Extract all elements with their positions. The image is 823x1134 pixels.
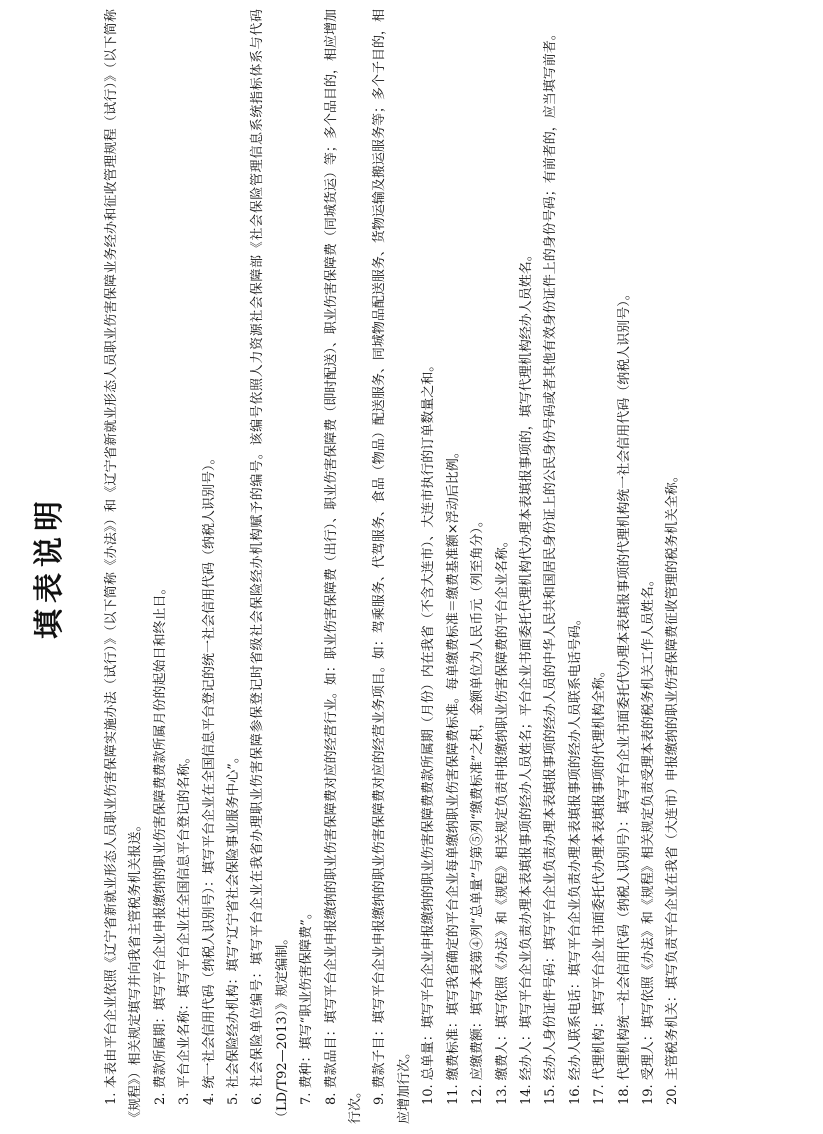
instruction-item-15: 15. 经办人身份证件号码：填写平台企业负责办理本表填报事项的经办人员的中华人民共和国居民身份证上的公民身份号码或者其他有效身份证件上的身份号码；有前者的，应当填写前者。 bbox=[543, 27, 559, 1105]
instruction-item-9: 9. 费款子目：填写平台企业申报缴纳的职业伤害保障费对应的经营业务项目。如：驾乘服务、代驾服务、食品（物品）配送服务、同城物品配送服务、货物运输及搬运服务等；多个子目的，相应增加行次。 bbox=[372, 9, 412, 1124]
instruction-item-11: 11. 缴费标准：填写我省确定的平台企业每单缴纳职业伤害保障费标准。每单缴费标准＝缴费基准额×浮动后比例。 bbox=[445, 445, 461, 1105]
instruction-item-6: 6. 社会保险单位编号：填写平台企业在我省办理职业伤害保障参保登记时省级社会保险经办机构赋予的编号。该编号依照人力资源社会保障部《社会保险管理信息系统指标体系与代码（LD/T92—2013）》规定编制。 bbox=[250, 9, 290, 1124]
instruction-item-8: 8. 费款品目：填写平台企业申报缴纳的职业伤害保障费对应的经营行业。如：职业伤害保障费（出行）、职业伤害保障费（即时配送）、职业伤害保障费（同城货运）等；多个品目的，相应增加行次。 bbox=[323, 9, 364, 1124]
instruction-item-18: 18. 代理机构统一社会信用代码（纳税人识别号）：填写平台企业书面委托代办理本表填报事项的代理机构统一社会信用代码（纳税人识别号）。 bbox=[616, 287, 632, 1105]
instruction-item-19: 19. 受理人：填写依照《办法》和《规程》相关规定负责受理本表的税务机关工作人员姓名。 bbox=[640, 573, 656, 1105]
instruction-item-5: 5. 社会保险经办机构：填写“辽宁省社会保险事业服务中心”。 bbox=[226, 750, 242, 1105]
instruction-item-16: 16. 经办人联系电话：填写平台企业负责办理本表填报事项的经办人员联系电话号码。 bbox=[567, 612, 583, 1105]
instruction-item-10: 10. 总单量：填写平台企业申报缴纳的职业伤害保障费费款所属期（月份）内在我省（不含大连市）、大连市执行的订单数量之和。 bbox=[421, 358, 437, 1105]
instruction-item-12: 12. 应缴费额：填写本表第④列“总单量”与第⑤列“缴费标准”之积，金额单位为人民币元（列至角分）。 bbox=[470, 514, 486, 1105]
instruction-item-3: 3. 平台企业名称：填写平台企业在全国信息平台登记的名称。 bbox=[177, 750, 193, 1105]
document-title: 填表说明 bbox=[32, 495, 67, 639]
instruction-item-4: 4. 统一社会信用代码（纳税人识别号）：填写平台企业在全国信息平台登记的统一社会信用代码（纳税人识别号）。 bbox=[201, 451, 217, 1105]
instruction-item-1: 1. 本表由平台企业依照《辽宁省新就业形态人员职业伤害保障实施办法（试行）》（以下简称《办法》）和《辽宁省新就业形态人员职业伤害保障业务经办和征收管理规程（试行）》（以下简称《规程》）相关规定填写并向我省主管税务机关报送。 bbox=[104, 9, 144, 1124]
instructions-body bbox=[100, 9, 686, 1124]
instruction-item-17: 17. 代理机构：填写平台企业书面委托代办理本表填报事项的代理机构全称。 bbox=[592, 664, 608, 1105]
instruction-item-14: 14. 经办人：填写平台企业负责办理本表填报事项的经办人员姓名；平台企业书面委托代理机构代办理本表填报事项的，填写代理机构经办人员姓名。 bbox=[518, 248, 534, 1105]
instruction-item-13: 13. 缴费人：填写依照《办法》和《规程》相关规定负责申报缴纳职业伤害保障费的平台企业名称。 bbox=[494, 534, 510, 1105]
instruction-item-2: 2. 费款所属期：填写平台企业申报缴纳的职业伤害保障费费款所属月份的起始日和终止日。 bbox=[152, 581, 168, 1105]
instruction-item-7: 7. 费种：填写“职业伤害保障费”。 bbox=[299, 906, 315, 1105]
instruction-item-20: 20. 主管税务机关：填写负责平台企业在我省（大连市）申报缴纳的职业伤害保障费征收管理的税务机关全称。 bbox=[665, 469, 681, 1105]
